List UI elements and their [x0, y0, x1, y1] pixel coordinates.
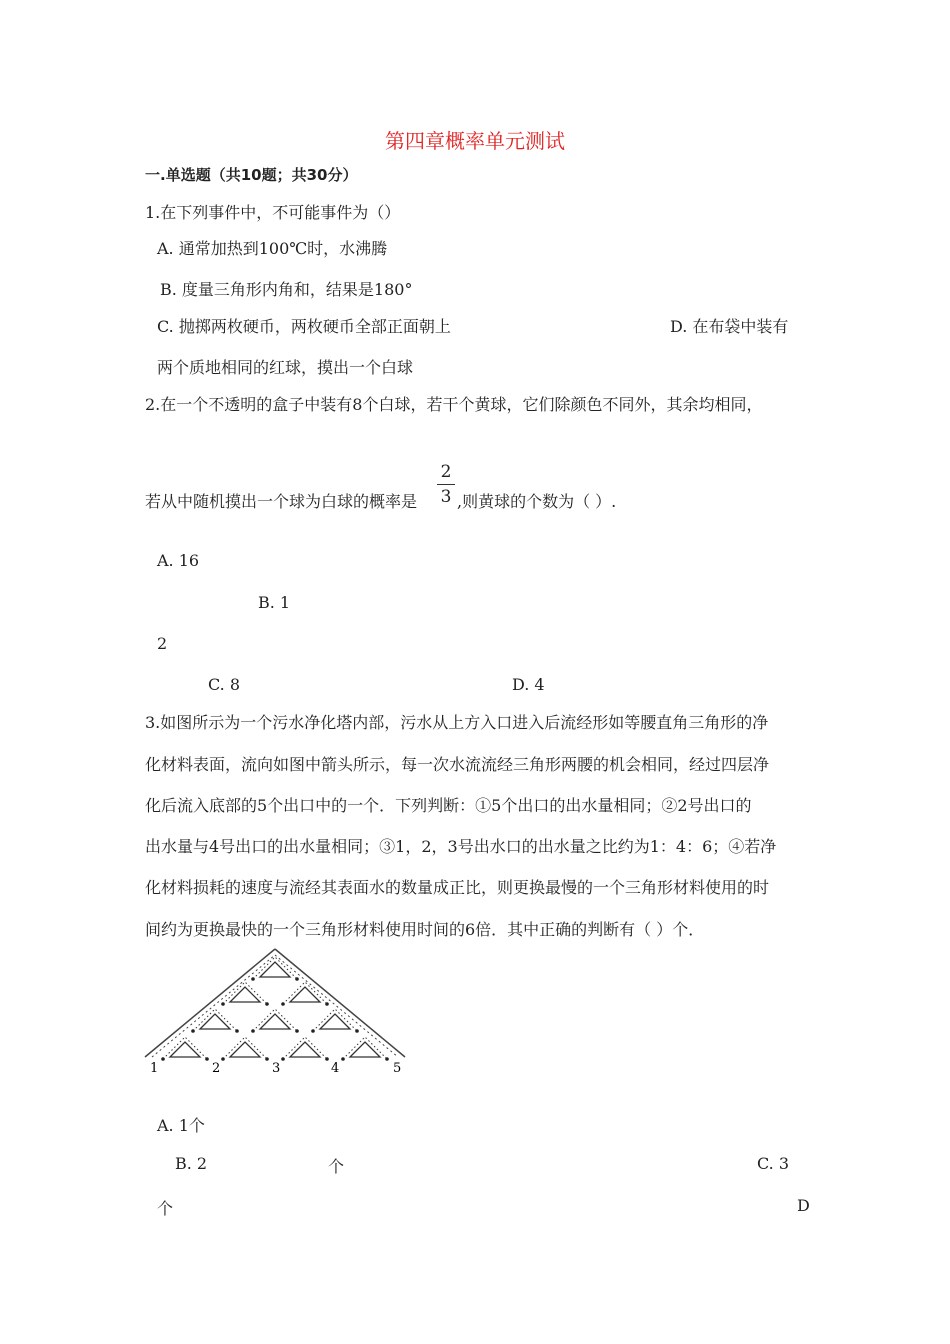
flow-arrowheads: [161, 977, 389, 1061]
q3-stem-line: 出水量与4号出口的出水量相同；③1，2，3号出水口的出水量之比约为1：4：6；④若净: [145, 837, 777, 856]
q2-option-b[interactable]: B. 1: [258, 593, 291, 612]
q1-option-c[interactable]: C. 抛掷两枚硬币，两枚硬币全部正面朝上: [157, 317, 451, 336]
tower-left-wall: [145, 949, 275, 1057]
fraction-denominator: 3: [440, 487, 452, 507]
q2-option-c[interactable]: C. 8: [208, 675, 241, 694]
outlet-label: 1: [150, 1061, 159, 1075]
triangle-material: [260, 1014, 290, 1029]
flow-path: [275, 955, 398, 1057]
flow-path: [152, 955, 275, 1057]
triangle-material: [170, 1042, 200, 1057]
triangle-material: [290, 1042, 320, 1057]
outlet-label: 5: [393, 1061, 402, 1075]
fraction-bar: [437, 484, 455, 485]
q3-option-d[interactable]: D: [797, 1196, 810, 1215]
fraction-numerator: 2: [440, 462, 452, 482]
q3-option-b[interactable]: B. 2: [175, 1154, 208, 1173]
q2-option-b-continued: 2: [157, 634, 168, 653]
probability-fraction: [437, 462, 455, 507]
q1-stem: 1.在下列事件中，不可能事件为（）: [145, 203, 401, 222]
q1-option-a[interactable]: A. 通常加热到100℃时，水沸腾: [157, 239, 388, 258]
q3-option-c[interactable]: C. 3: [757, 1154, 790, 1173]
q2-option-d[interactable]: D. 4: [512, 675, 545, 694]
triangle-material: [230, 987, 260, 1002]
purification-tower-figure: [140, 945, 410, 1075]
q1-option-d-continued: 两个质地相同的红球，摸出一个白球: [157, 358, 414, 377]
q2-option-a[interactable]: A. 16: [157, 551, 200, 570]
q2-stem-line2: 若从中随机摸出一个球为白球的概率是: [145, 492, 418, 511]
q3-option-b-unit: 个: [328, 1157, 345, 1176]
q3-stem-line: 3.如图所示为一个污水净化塔内部，污水从上方入口进入后流经形如等腰直角三角形的净: [145, 713, 769, 732]
tower-right-wall: [275, 949, 405, 1057]
outlet-label: 2: [212, 1061, 221, 1075]
q2-stem: 2.在一个不透明的盒子中装有8个白球，若干个黄球，它们除颜色不同外，其余均相同，: [145, 395, 763, 414]
q3-stem-line: 化材料损耗的速度与流经其表面水的数量成正比，则更换最慢的一个三角形材料使用的时: [145, 878, 770, 897]
triangle-material: [290, 987, 320, 1002]
q3-option-c-unit: 个: [157, 1199, 174, 1218]
q1-option-d[interactable]: D. 在布袋中装有: [670, 317, 789, 336]
section-heading: 一.单选题（共10题；共30分）: [145, 166, 358, 184]
q2-stem-end: ,则黄球的个数为（ ）.: [457, 492, 617, 511]
q3-stem-line: 化后流入底部的5个出口中的一个．下列判断：①5个出口的出水量相同；②2号出口的: [145, 796, 752, 815]
q1-option-b[interactable]: B. 度量三角形内角和，结果是180°: [160, 280, 413, 299]
q3-stem-line: 间约为更换最快的一个三角形材料使用时间的6倍．其中正确的判断有（ ）个．: [145, 920, 705, 939]
triangle-material: [350, 1042, 380, 1057]
triangle-material: [200, 1014, 230, 1029]
outlet-label: 4: [331, 1061, 340, 1075]
page-title: 第四章概率单元测试: [385, 129, 565, 153]
q3-option-a[interactable]: A. 1个: [157, 1116, 205, 1135]
outlet-label: 3: [272, 1061, 281, 1075]
flow-arrows: [163, 957, 387, 1059]
q3-stem-line: 化材料表面，流向如图中箭头所示，每一次水流流经三角形两腰的机会相同，经过四层净: [145, 755, 770, 774]
triangle-material: [320, 1014, 350, 1029]
triangle-material: [230, 1042, 260, 1057]
